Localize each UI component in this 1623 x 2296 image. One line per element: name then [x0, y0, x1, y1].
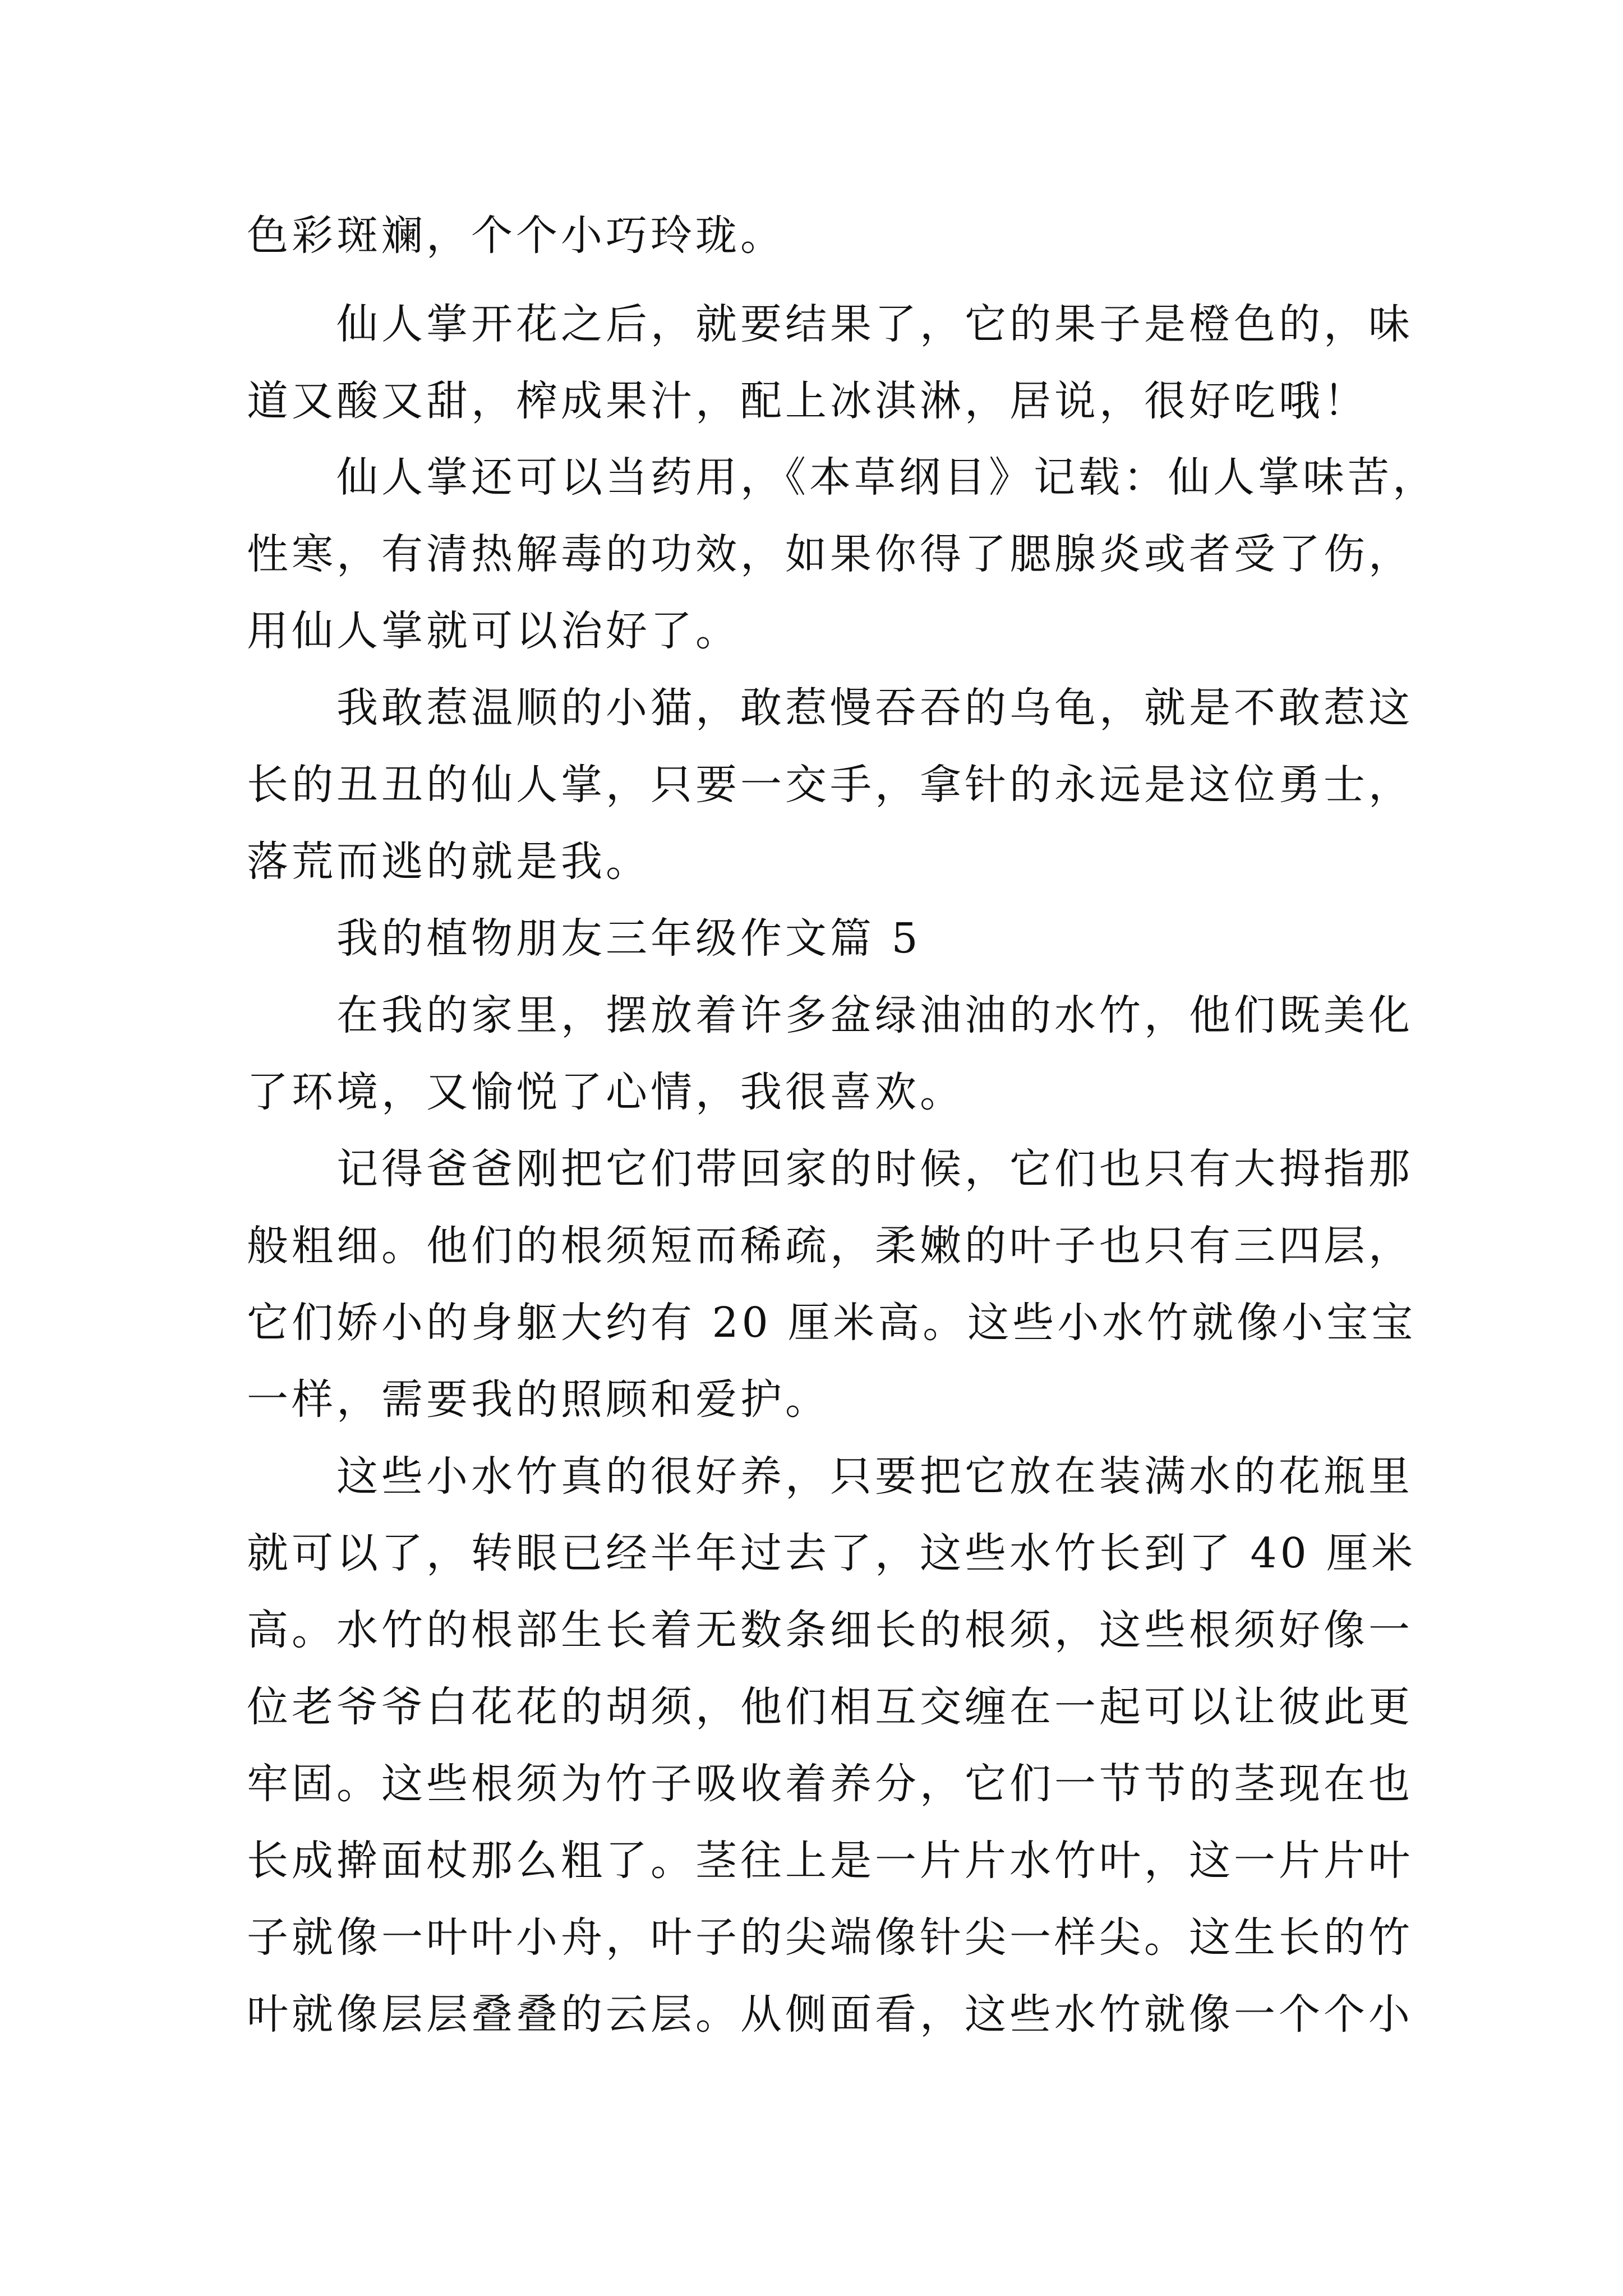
- text-line: 牢固。这些根须为竹子吸收着养分，它们一节节的茎现在也: [247, 1760, 1413, 1808]
- paragraph-first-line: 在我的家里，摆放着许多盆绿油油的水竹，他们既美化: [336, 991, 1413, 1039]
- text-line: 用仙人掌就可以治好了。: [247, 607, 740, 655]
- text-line: 性寒，有清热解毒的功效，如果你得了腮腺炎或者受了伤，: [247, 530, 1413, 578]
- paragraph-first-line: 仙人掌开花之后，就要结果了，它的果子是橙色的，味: [336, 300, 1413, 348]
- paragraph-first-line: 仙人掌还可以当药用，《本草纲目》记载：仙人掌味苦，: [336, 453, 1437, 501]
- text-line: 子就像一叶叶小舟，叶子的尖端像针尖一样尖。这生长的竹: [247, 1913, 1413, 1962]
- paragraph-first-line: 我敢惹温顺的小猫，敢惹慢吞吞的乌龟，就是不敢惹这: [336, 684, 1413, 732]
- text-line: 长的丑丑的仙人掌，只要一交手，拿针的永远是这位勇士，: [247, 761, 1413, 809]
- text-line: 它们娇小的身躯大约有 20 厘米高。这些小水竹就像小宝宝: [247, 1299, 1417, 1347]
- paragraph-first-line: 记得爸爸刚把它们带回家的时候，它们也只有大拇指那: [336, 1145, 1413, 1193]
- text-line: 道又酸又甜，榨成果汁，配上冰淇淋，居说，很好吃哦！: [247, 377, 1368, 425]
- text-line: 一样，需要我的照顾和爱护。: [247, 1375, 830, 1424]
- text-line: 长成擀面杖那么粗了。茎往上是一片片水竹叶，这一片片叶: [247, 1837, 1413, 1885]
- paragraph-first-line: 这些小水竹真的很好养，只要把它放在装满水的花瓶里: [336, 1452, 1413, 1501]
- section-heading: 我的植物朋友三年级作文篇 5: [336, 914, 921, 963]
- text-line: 位老爷爷白花花的胡须，他们相互交缠在一起可以让彼此更: [247, 1683, 1413, 1731]
- text-line: 了环境，又愉悦了心情，我很喜欢。: [247, 1068, 965, 1116]
- text-line: 高。水竹的根部生长着无数条细长的根须，这些根须好像一: [247, 1606, 1413, 1654]
- text-line: 色彩斑斓，个个小巧玲珑。: [247, 211, 785, 260]
- text-line: 叶就像层层叠叠的云层。从侧面看，这些水竹就像一个个小: [247, 1990, 1413, 2039]
- text-line: 般粗细。他们的根须短而稀疏，柔嫩的叶子也只有三四层，: [247, 1222, 1413, 1270]
- text-line: 落荒而逃的就是我。: [247, 838, 651, 886]
- text-line: 就可以了，转眼已经半年过去了，这些水竹长到了 40 厘米: [247, 1529, 1417, 1577]
